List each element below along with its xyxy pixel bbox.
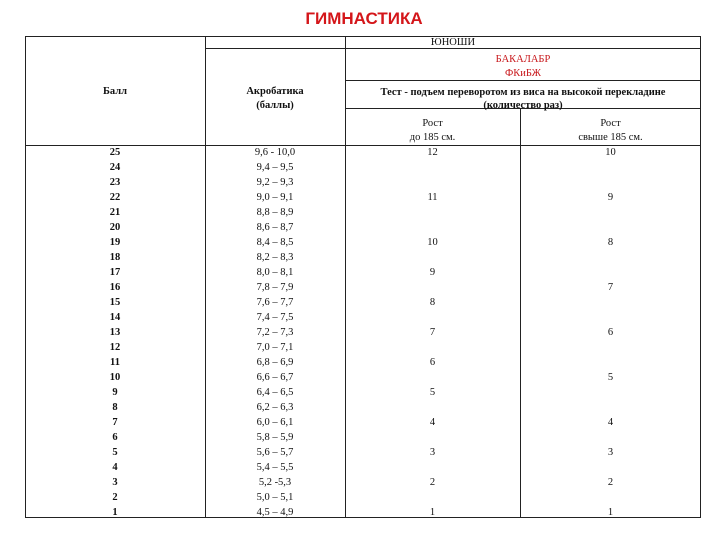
acrobatics-cell: 8,0 – 8,1 (256, 267, 294, 278)
acrobatics-cell: 8,8 – 8,9 (256, 207, 294, 218)
height-under-185-cell (345, 310, 520, 325)
acrobatics-cell: 7,4 – 7,5 (256, 312, 294, 323)
height-under-185-column (345, 145, 520, 520)
height-over-185-cell (520, 265, 701, 280)
height-under-185-cell (345, 250, 520, 265)
height-over-185-cell: 3 (607, 447, 614, 458)
height-over-185-cell (520, 220, 701, 235)
acrobatics-cell: 9,2 – 9,3 (256, 177, 294, 188)
acrobatics-cell: 7,2 – 7,3 (256, 327, 294, 338)
score-cell: 2 (112, 492, 118, 503)
acrobatics-cell: 7,0 – 7,1 (256, 342, 294, 353)
height-over-185-cell (520, 460, 701, 475)
height-over-185-cell (520, 205, 701, 220)
acrobatics-cell: 5,0 – 5,1 (256, 492, 294, 503)
acrobatics-cell: 4,5 – 4,9 (256, 507, 294, 518)
score-cell: 5 (112, 447, 118, 458)
score-column (25, 145, 205, 520)
score-cell: 7 (112, 417, 118, 428)
acrobatics-cell: 5,8 – 5,9 (256, 432, 294, 443)
height-over-185-cell: 10 (605, 147, 616, 158)
score-cell: 1 (112, 507, 118, 518)
header-test-line1: Тест - подъем переворотом из виса на высокой перекладине (380, 87, 666, 98)
score-cell: 8 (112, 402, 118, 413)
acrobatics-cell: 7,8 – 7,9 (256, 282, 294, 293)
acrobatics-cell: 6,8 – 6,9 (256, 357, 294, 368)
header-faculty: ФКиБЖ (504, 68, 542, 79)
score-cell: 18 (109, 252, 121, 263)
height-over-185-cell: 2 (607, 477, 614, 488)
height-over-185-cell (520, 340, 701, 355)
height-under-185-cell: 2 (429, 477, 436, 488)
acrobatics-cell: 8,2 – 8,3 (256, 252, 294, 263)
score-cell: 11 (110, 357, 120, 368)
height-over-185-cell (520, 295, 701, 310)
acrobatics-cell: 7,6 – 7,7 (256, 297, 294, 308)
header-tall-line2: свыше 185 см. (578, 132, 643, 143)
header-tall-line1: Рост (600, 118, 621, 129)
acrobatics-cell: 8,6 – 8,7 (256, 222, 294, 233)
score-cell: 3 (112, 477, 118, 488)
header-level: БАКАЛАБР (495, 54, 551, 65)
height-over-185-cell (520, 430, 701, 445)
height-over-185-cell (520, 310, 701, 325)
height-over-185-cell: 1 (607, 507, 614, 518)
height-under-185-cell: 5 (429, 387, 436, 398)
height-over-185-cell (520, 385, 701, 400)
acrobatics-cell: 6,2 – 6,3 (256, 402, 294, 413)
height-over-185-cell: 6 (607, 327, 614, 338)
height-under-185-cell: 3 (429, 447, 436, 458)
acrobatics-cell: 6,4 – 6,5 (256, 387, 294, 398)
height-under-185-cell (345, 205, 520, 220)
page-title: ГИМНАСТИКА (305, 9, 423, 28)
height-over-185-cell: 7 (607, 282, 614, 293)
height-under-185-cell: 6 (429, 357, 436, 368)
acrobatics-column (205, 145, 345, 520)
score-cell: 9 (112, 387, 118, 398)
score-cell: 12 (109, 342, 121, 353)
acrobatics-cell: 5,2 -5,3 (258, 477, 292, 488)
header-short-line2: до 185 см. (409, 132, 456, 143)
acrobatics-cell: 9,6 - 10,0 (254, 147, 296, 158)
height-under-185-cell: 9 (429, 267, 436, 278)
score-cell: 16 (109, 282, 121, 293)
height-under-185-cell (345, 280, 520, 295)
acrobatics-cell: 9,0 – 9,1 (256, 192, 294, 203)
score-cell: 4 (112, 462, 118, 473)
height-under-185-cell (345, 340, 520, 355)
height-over-185-cell: 5 (607, 372, 614, 383)
height-over-185-cell (520, 490, 701, 505)
height-under-185-cell (345, 490, 520, 505)
height-under-185-cell: 7 (429, 327, 436, 338)
acrobatics-cell: 6,6 – 6,7 (256, 372, 294, 383)
height-over-185-cell: 4 (607, 417, 614, 428)
score-cell: 17 (109, 267, 121, 278)
acrobatics-cell: 5,6 – 5,7 (256, 447, 294, 458)
height-under-185-cell: 8 (429, 297, 436, 308)
height-over-185-cell (520, 175, 701, 190)
score-cell: 14 (109, 312, 121, 323)
height-over-185-cell (520, 250, 701, 265)
acrobatics-cell: 8,4 – 8,5 (256, 237, 294, 248)
rule-under-faculty (345, 80, 701, 81)
height-under-185-cell (345, 175, 520, 190)
score-cell: 10 (109, 372, 121, 383)
score-cell: 13 (109, 327, 121, 338)
height-over-185-cell: 8 (607, 237, 614, 248)
height-under-185-cell (345, 160, 520, 175)
acrobatics-cell: 5,4 – 5,5 (256, 462, 294, 473)
height-over-185-cell (520, 160, 701, 175)
score-cell: 25 (109, 147, 121, 158)
height-under-185-cell: 11 (427, 192, 438, 203)
height-over-185-cell: 9 (607, 192, 614, 203)
header-short-line1: Рост (422, 118, 443, 129)
score-cell: 24 (109, 162, 121, 173)
header-group: ЮНОШИ (430, 37, 476, 48)
score-cell: 15 (109, 297, 121, 308)
score-cell: 21 (109, 207, 121, 218)
height-under-185-cell (345, 370, 520, 385)
height-under-185-cell (345, 400, 520, 415)
height-over-185-cell (520, 400, 701, 415)
header-test-line2: (количество раз) (483, 100, 563, 111)
header-score: Балл (102, 86, 128, 97)
height-under-185-cell: 10 (427, 237, 438, 248)
score-cell: 22 (109, 192, 121, 203)
score-cell: 19 (109, 237, 121, 248)
height-under-185-cell: 4 (429, 417, 436, 428)
header-acro-line2: (баллы) (256, 100, 294, 111)
score-cell: 23 (109, 177, 121, 188)
header-acro-line1: Акробатика (246, 86, 304, 97)
height-under-185-cell (345, 220, 520, 235)
acrobatics-cell: 6,0 – 6,1 (256, 417, 294, 428)
score-cell: 20 (109, 222, 121, 233)
height-under-185-cell (345, 430, 520, 445)
acrobatics-cell: 9,4 – 9,5 (256, 162, 294, 173)
height-under-185-cell: 1 (429, 507, 436, 518)
score-cell: 6 (112, 432, 118, 443)
height-over-185-column (520, 145, 701, 520)
height-under-185-cell (345, 460, 520, 475)
height-under-185-cell: 12 (427, 147, 438, 158)
height-over-185-cell (520, 355, 701, 370)
